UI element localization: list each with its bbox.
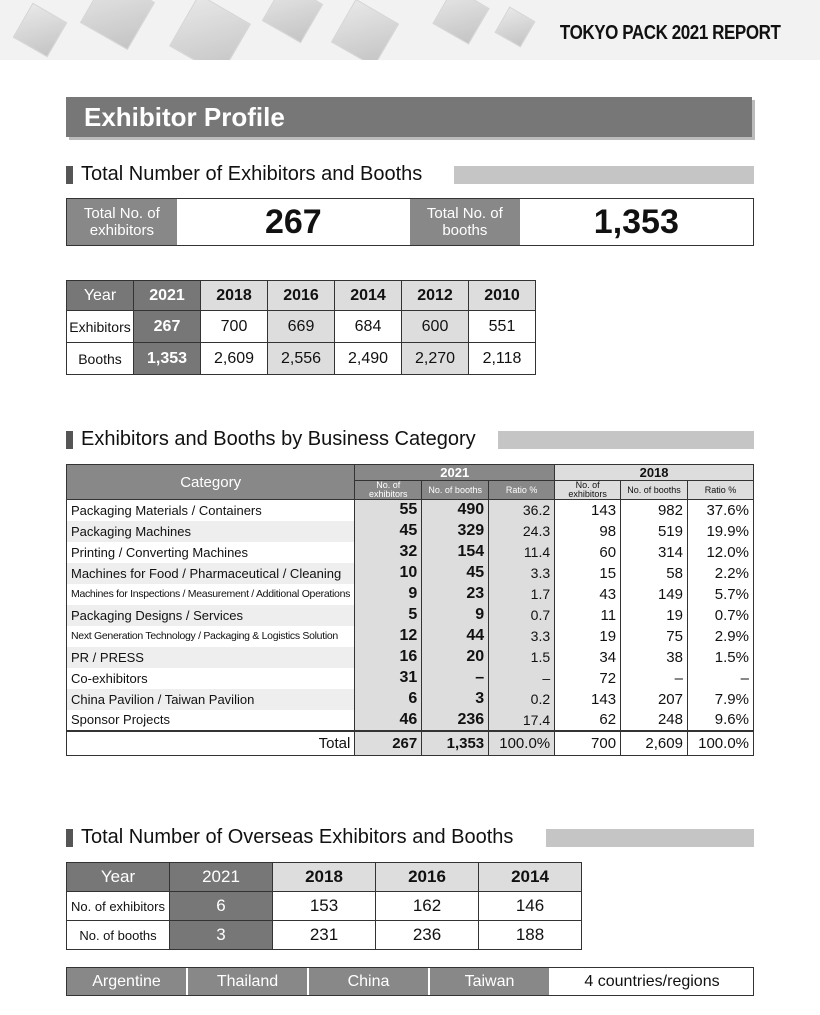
exhibitors-2021: 5 [355, 605, 422, 626]
booths-2021: 236 [422, 710, 489, 731]
category-name: Co-exhibitors [67, 668, 355, 689]
booths-2018: 314 [621, 542, 688, 563]
exhibitors-2018: 19 [555, 626, 621, 647]
category-name: PR / PRESS [67, 647, 355, 668]
table-cell: 2,270 [402, 343, 469, 375]
row-label: Booths [67, 343, 134, 375]
subheader-booths: No. of booths [422, 481, 489, 500]
total-booths-label: Total No. of booths [410, 199, 520, 245]
total-booths-value: 1,353 [593, 202, 679, 241]
table-cell: 146 [479, 892, 582, 921]
category-name: Packaging Designs / Services [67, 605, 355, 626]
exhibitors-2021: 55 [355, 500, 422, 521]
section-rule [546, 829, 754, 847]
section-title: Total Number of Overseas Exhibitors and Booths [81, 826, 519, 848]
table-cell: 188 [479, 921, 582, 950]
decorative-cube [80, 0, 155, 50]
year-cell: 2021 [170, 863, 273, 892]
category-name: Packaging Materials / Containers [67, 500, 355, 521]
table-header-row [67, 863, 582, 892]
section-heading-category [66, 428, 754, 450]
category-name: Packaging Machines [67, 521, 355, 542]
decorative-cube [432, 0, 489, 45]
report-title: TOKYO PACK 2021 REPORT [559, 22, 780, 44]
table-cell: 267 [134, 311, 201, 343]
section-heading-totals [66, 163, 754, 185]
booths-2021: 490 [422, 500, 489, 521]
header-banner [0, 0, 820, 60]
table-cell: 162 [376, 892, 479, 921]
ratio-2018: 12.0% [687, 542, 753, 563]
subheader-booths: No. of booths [621, 481, 688, 500]
table-cell: 2,118 [469, 343, 536, 375]
total-exhibitors-2018: 700 [555, 731, 621, 756]
ratio-2021: 36.2 [489, 500, 555, 521]
year-cell: 2021 [134, 281, 201, 311]
table-cell: 700 [201, 311, 268, 343]
section-title: Total Number of Exhibitors and Booths [81, 163, 428, 185]
total-exhibitors-label: Total No. of exhibitors [67, 199, 177, 245]
countries-strip [66, 967, 754, 996]
year-cell: 2014 [479, 863, 582, 892]
table-row [67, 689, 754, 710]
booths-2021: 44 [422, 626, 489, 647]
year-cell: 2012 [402, 281, 469, 311]
exhibitors-2021: 9 [355, 584, 422, 605]
table-row [67, 668, 754, 689]
row-label: No. of booths [67, 921, 170, 950]
total-row [67, 731, 754, 756]
table-cell: 684 [335, 311, 402, 343]
table-cell: 153 [273, 892, 376, 921]
exhibitors-2018: 43 [555, 584, 621, 605]
exhibitors-2021: 12 [355, 626, 422, 647]
booths-2018: 38 [621, 647, 688, 668]
total-exhibitors-value: 267 [264, 202, 322, 241]
subheader-exhibitors: No. of exhibitors [555, 481, 621, 500]
decorative-cube [169, 0, 251, 60]
exhibitors-2021: 6 [355, 689, 422, 710]
year-cell: 2016 [268, 281, 335, 311]
section-title: Exhibitors and Booths by Business Category [81, 428, 482, 450]
exhibitors-2018: 60 [555, 542, 621, 563]
booths-2018: 248 [621, 710, 688, 731]
booths-2021: 329 [422, 521, 489, 542]
subheader-exhibitors: No. of exhibitors [355, 481, 422, 500]
ratio-2021: 3.3 [489, 563, 555, 584]
decorative-cube [495, 7, 536, 48]
year-cell: 2018 [201, 281, 268, 311]
table-row [67, 584, 754, 605]
exhibitors-2021: 45 [355, 521, 422, 542]
table-row [67, 892, 582, 921]
table-row [67, 311, 536, 343]
section-heading-overseas [66, 826, 754, 848]
table-row [67, 563, 754, 584]
table-cell: 2,556 [268, 343, 335, 375]
exhibitors-2018: 15 [555, 563, 621, 584]
ratio-2021: – [489, 668, 555, 689]
ratio-2021: 24.3 [489, 521, 555, 542]
section-marker [66, 431, 73, 449]
booths-2018: 75 [621, 626, 688, 647]
yearly-totals-table [66, 280, 536, 375]
table-row [67, 710, 754, 731]
ratio-2021: 1.7 [489, 584, 555, 605]
ratio-2021: 0.2 [489, 689, 555, 710]
row-label: Exhibitors [67, 311, 134, 343]
page-title: Exhibitor Profile [66, 97, 752, 137]
ratio-2018: 0.7% [687, 605, 753, 626]
table-cell: 236 [376, 921, 479, 950]
exhibitors-2018: 72 [555, 668, 621, 689]
table-row [67, 343, 536, 375]
section-marker [66, 829, 73, 847]
ratio-2018: 1.5% [687, 647, 753, 668]
total-exhibitors-2021: 267 [355, 731, 422, 756]
table-cell: 2,490 [335, 343, 402, 375]
table-row [67, 605, 754, 626]
country-label: China [309, 968, 430, 995]
booths-2021: 23 [422, 584, 489, 605]
exhibitors-2021: 16 [355, 647, 422, 668]
table-cell: 551 [469, 311, 536, 343]
overseas-table [66, 862, 582, 950]
ratio-2021: 0.7 [489, 605, 555, 626]
section-rule [454, 166, 754, 184]
table-cell: 600 [402, 311, 469, 343]
booths-2021: 9 [422, 605, 489, 626]
booths-2018: 207 [621, 689, 688, 710]
totals-box [66, 198, 754, 246]
ratio-2018: 2.2% [687, 563, 753, 584]
exhibitors-2018: 143 [555, 689, 621, 710]
year-cell: 2010 [469, 281, 536, 311]
booths-2018: – [621, 668, 688, 689]
row-label: No. of exhibitors [67, 892, 170, 921]
exhibitors-2021: 46 [355, 710, 422, 731]
table-row [67, 500, 754, 521]
exhibitors-2018: 34 [555, 647, 621, 668]
ratio-2018: 37.6% [687, 500, 753, 521]
booths-2018: 149 [621, 584, 688, 605]
year-header: Year [67, 863, 170, 892]
exhibitors-2021: 10 [355, 563, 422, 584]
table-cell: 6 [170, 892, 273, 921]
total-ratio-2018: 100.0% [687, 731, 753, 756]
booths-2021: 20 [422, 647, 489, 668]
ratio-2018: 7.9% [687, 689, 753, 710]
exhibitors-2021: 31 [355, 668, 422, 689]
table-header-row [67, 465, 754, 481]
year-cell: 2016 [376, 863, 479, 892]
year-header: Year [67, 281, 134, 311]
exhibitors-2018: 62 [555, 710, 621, 731]
subheader-ratio: Ratio % [489, 481, 555, 500]
countries-summary: 4 countries/regions [551, 968, 753, 995]
total-booths-2021: 1,353 [422, 731, 489, 756]
subheader-ratio: Ratio % [687, 481, 753, 500]
booths-2018: 19 [621, 605, 688, 626]
total-label: Total [67, 731, 355, 756]
exhibitors-2018: 143 [555, 500, 621, 521]
table-cell: 3 [170, 921, 273, 950]
booths-2018: 58 [621, 563, 688, 584]
table-row [67, 542, 754, 563]
booths-2021: 45 [422, 563, 489, 584]
total-ratio-2021: 100.0% [489, 731, 555, 756]
exhibitors-2021: 32 [355, 542, 422, 563]
ratio-2018: 2.9% [687, 626, 753, 647]
exhibitors-2018: 11 [555, 605, 621, 626]
country-label: Argentine [67, 968, 188, 995]
year-cell: 2018 [273, 863, 376, 892]
category-name: China Pavilion / Taiwan Pavilion [67, 689, 355, 710]
decorative-cube [13, 3, 68, 58]
table-header-row [67, 281, 536, 311]
table-cell: 231 [273, 921, 376, 950]
country-label: Thailand [188, 968, 309, 995]
ratio-2018: 9.6% [687, 710, 753, 731]
table-row [67, 647, 754, 668]
table-cell: 669 [268, 311, 335, 343]
ratio-2021: 1.5 [489, 647, 555, 668]
ratio-2021: 17.4 [489, 710, 555, 731]
decorative-cube [262, 0, 323, 43]
category-name: Machines for Inspections / Measurement / Additional Operations [67, 584, 355, 605]
booths-2018: 982 [621, 500, 688, 521]
category-header: Category [67, 465, 355, 500]
ratio-2021: 11.4 [489, 542, 555, 563]
table-row [67, 521, 754, 542]
booths-2021: 154 [422, 542, 489, 563]
table-row [67, 921, 582, 950]
exhibitors-2018: 98 [555, 521, 621, 542]
category-name: Printing / Converting Machines [67, 542, 355, 563]
section-rule [498, 431, 754, 449]
ratio-2018: 5.7% [687, 584, 753, 605]
decorative-cube [331, 0, 399, 60]
year-cell: 2014 [335, 281, 402, 311]
booths-2021: 3 [422, 689, 489, 710]
booths-2018: 519 [621, 521, 688, 542]
year-header-2018: 2018 [555, 465, 754, 481]
country-label: Taiwan [430, 968, 551, 995]
table-cell: 1,353 [134, 343, 201, 375]
category-name: Sponsor Projects [67, 710, 355, 731]
ratio-2018: 19.9% [687, 521, 753, 542]
year-header-2021: 2021 [355, 465, 555, 481]
total-booths-2018: 2,609 [621, 731, 688, 756]
ratio-2021: 3.3 [489, 626, 555, 647]
category-name: Next Generation Technology / Packaging & Logistics Solution [67, 626, 355, 647]
booths-2021: – [422, 668, 489, 689]
table-row [67, 626, 754, 647]
category-name: Machines for Food / Pharmaceutical / Cleaning [67, 563, 355, 584]
category-table [66, 464, 754, 756]
section-marker [66, 166, 73, 184]
table-cell: 2,609 [201, 343, 268, 375]
ratio-2018: – [687, 668, 753, 689]
